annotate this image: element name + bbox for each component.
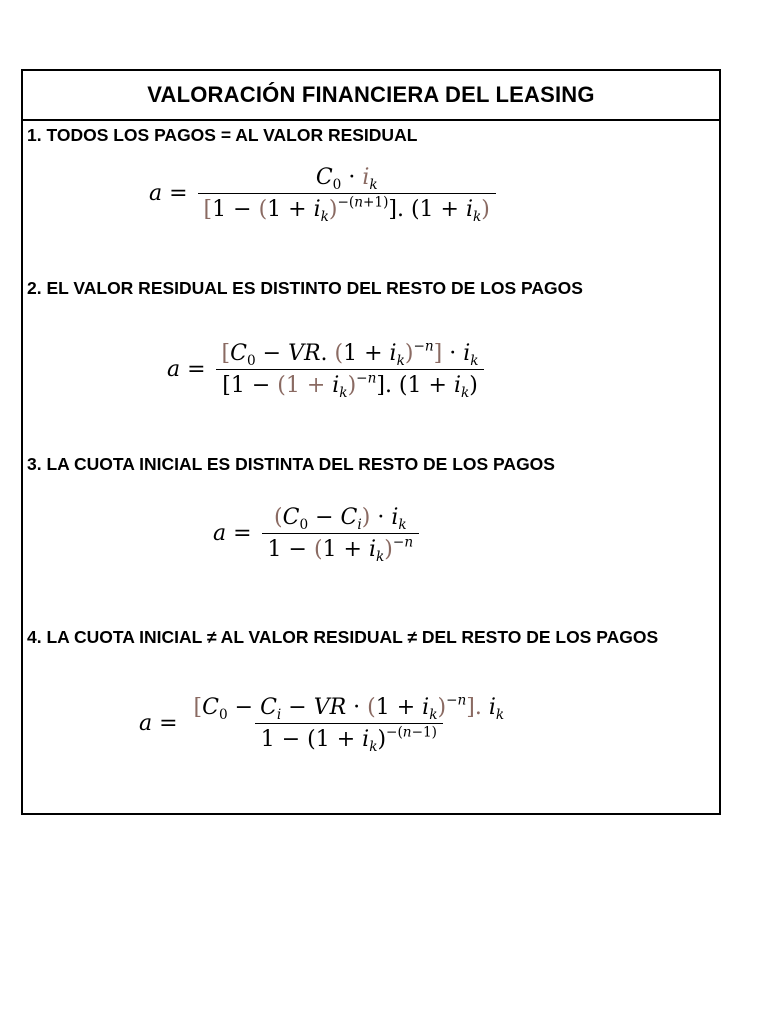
section-2-heading: 2. EL VALOR RESIDUAL ES DISTINTO DEL RESTO DE LOS PAGOS [27, 278, 583, 298]
formula-1: a = $\frac{C_0 \cdot i_k}{[1 - (1 + i_k)^{-(n+1)}]. (1 + i_k)}$ [149, 165, 496, 222]
formula-4: a = $\frac{[C_0 - C_i - VR \cdot (1 + i_k)^{-n}]. i_k}{1 - (1 + i_k)^{-(n-1)}}$ [139, 692, 505, 755]
section-1-heading: 1. TODOS LOS PAGOS = AL VALOR RESIDUAL [27, 125, 418, 145]
formula-3: a = $\frac{(C_0 - C_i) \cdot i_k}{1 - (1 + i_k)^{-n}}$ [213, 505, 419, 562]
page-title: VALORACIÓN FINANCIERA DEL LEASING [23, 71, 719, 121]
formula-2: a = $\frac{[C_0 - VR. (1 + i_k)^{-n}] \cdot i_k}{[1 - (1 + i_k)^{-n}]. (1 + i_k)}$ [167, 341, 485, 398]
section-4-heading: 4. LA CUOTA INICIAL ≠ AL VALOR RESIDUAL ≠ DEL RESTO DE LOS PAGOS [27, 627, 659, 647]
section-3-heading: 3. LA CUOTA INICIAL ES DISTINTA DEL RESTO DE LOS PAGOS [27, 454, 555, 474]
leasing-table [21, 69, 721, 815]
